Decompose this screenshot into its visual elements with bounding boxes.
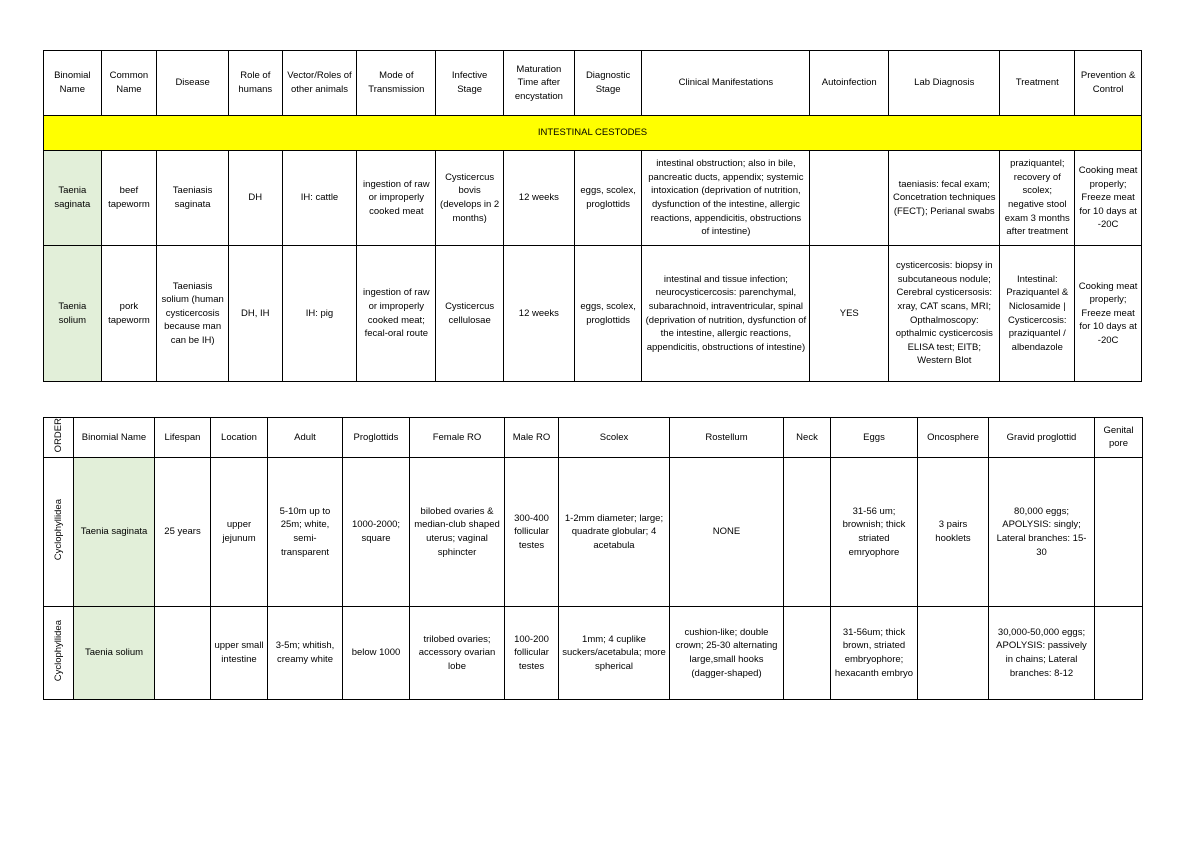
table-cell: Cysticercus cellulosae <box>436 246 504 382</box>
table-cell: Intestinal: Praziquantel & Niclosamide | Cysticercosis: praziquantel / albendazole <box>1000 246 1075 382</box>
header-cell: Lifespan <box>155 418 211 458</box>
table-cell: YES <box>810 246 889 382</box>
order-label: Cyclophyllidea <box>52 619 64 682</box>
header-cell: Binomial Name <box>74 418 155 458</box>
header-cell: Gravid proglottid <box>989 418 1095 458</box>
order-cell <box>44 457 74 606</box>
header-cell: Genital pore <box>1095 418 1143 458</box>
table-cell: cysticercosis: biopsy in subcutaneous nodule; Cerebral cysticersosis: xray, CAT scans, MRI; Opthalmoscopy: opthalmic cysticercosis ELISA test; EITB; Western Blot <box>889 246 1000 382</box>
header-cell: Infective Stage <box>436 51 504 116</box>
header-cell: Lab Diagnosis <box>889 51 1000 116</box>
table-cell: Cooking meat properly; Freeze meat for 10 days at -20C <box>1075 246 1142 382</box>
table-cell: trilobed ovaries; accessory ovarian lobe <box>410 606 505 699</box>
table-cell: 31-56um; thick brown, striated embryophore; hexacanth embryo <box>831 606 918 699</box>
header-cell: Prevention & Control <box>1075 51 1142 116</box>
table-cell: 5-10m up to 25m; white, semi-transparent <box>268 457 343 606</box>
table-row <box>44 606 1143 699</box>
table-cell: 300-400 follicular testes <box>505 457 559 606</box>
binomial-name-cell: Taenia solium <box>74 606 155 699</box>
table-cell <box>155 606 211 699</box>
table-cell <box>918 606 989 699</box>
header-cell: Scolex <box>559 418 670 458</box>
table-cell: 25 years <box>155 457 211 606</box>
table-cell: 12 weeks <box>503 246 574 382</box>
table-cell: intestinal obstruction; also in bile, pancreatic ducts, appendix; systemic intoxication (deprivation of nutrition, dysfunction of the intestine, allergic reactions, appendicitis, obstructions of intestine) <box>642 151 810 246</box>
table-cell: IH: pig <box>282 246 357 382</box>
binomial-name-cell: Taenia saginata <box>44 151 102 246</box>
table-cell: 1000-2000; square <box>343 457 410 606</box>
table-row <box>44 246 1142 382</box>
header-cell: Common Name <box>101 51 157 116</box>
table-cell: beef tapeworm <box>101 151 157 246</box>
table-header-row <box>44 418 1143 458</box>
table-cell <box>810 151 889 246</box>
table-cell: Cysticercus bovis (develops in 2 months) <box>436 151 504 246</box>
header-cell: Diagnostic Stage <box>574 51 642 116</box>
header-cell: Mode of Transmission <box>357 51 436 116</box>
table-cell: 30,000-50,000 eggs; APOLYSIS: passively in chains; Lateral branches: 8-12 <box>989 606 1095 699</box>
table-cell: taeniasis: fecal exam; Concetration techniques (FECT); Perianal swabs <box>889 151 1000 246</box>
table-cell: DH <box>229 151 283 246</box>
table-cell: intestinal and tissue infection; neurocysticercosis: parenchymal, subarachnoid, intraventricular, spinal (deprivation of nutrition, dysfunction of the intestine, allergic reactions, appendicitis, obstructions of intestine) <box>642 246 810 382</box>
table-cell <box>1095 606 1143 699</box>
header-cell: Neck <box>784 418 831 458</box>
table-cell: upper small intestine <box>211 606 268 699</box>
table-cell <box>1095 457 1143 606</box>
table-cell: bilobed ovaries & median-club shaped uterus; vaginal sphincter <box>410 457 505 606</box>
table-row <box>44 151 1142 246</box>
header-cell: Proglottids <box>343 418 410 458</box>
header-cell: Eggs <box>831 418 918 458</box>
table-cell: 12 weeks <box>503 151 574 246</box>
header-cell: Rostellum <box>670 418 784 458</box>
table-cell <box>784 457 831 606</box>
cestode-overview-table <box>43 50 1142 382</box>
table-cell: cushion-like; double crown; 25-30 alternating large,small hooks (dagger-shaped) <box>670 606 784 699</box>
section-title: INTESTINAL CESTODES <box>44 116 1142 151</box>
header-cell: Binomial Name <box>44 51 102 116</box>
order-label: Cyclophyllidea <box>52 498 64 561</box>
table-cell: 3 pairs hooklets <box>918 457 989 606</box>
header-cell-order <box>44 418 74 458</box>
table-cell: pork tapeworm <box>101 246 157 382</box>
binomial-name-cell: Taenia saginata <box>74 457 155 606</box>
header-cell: Clinical Manifestations <box>642 51 810 116</box>
table-cell: ingestion of raw or improperly cooked meat <box>357 151 436 246</box>
order-cell <box>44 606 74 699</box>
table-cell: below 1000 <box>343 606 410 699</box>
table-cell: NONE <box>670 457 784 606</box>
table-cell: 80,000 eggs; APOLYSIS: singly; Lateral branches: 15-30 <box>989 457 1095 606</box>
section-title-row <box>44 116 1142 151</box>
table-cell <box>784 606 831 699</box>
table-cell: upper jejunum <box>211 457 268 606</box>
header-cell: Adult <box>268 418 343 458</box>
table-cell: 1-2mm diameter; large; quadrate globular; 4 acetabula <box>559 457 670 606</box>
table-cell: Taeniasis solium (human cysticercosis because man can be IH) <box>157 246 229 382</box>
header-cell: Oncosphere <box>918 418 989 458</box>
table-cell: praziquantel; recovery of scolex; negative stool exam 3 months after treatment <box>1000 151 1075 246</box>
header-cell: Vector/Roles of other animals <box>282 51 357 116</box>
header-cell: Female RO <box>410 418 505 458</box>
cestode-morphology-table <box>43 417 1143 700</box>
header-cell: Role of humans <box>229 51 283 116</box>
table-header-row <box>44 51 1142 116</box>
header-cell: Disease <box>157 51 229 116</box>
table-row <box>44 457 1143 606</box>
table-cell: ingestion of raw or improperly cooked meat; fecal-oral route <box>357 246 436 382</box>
header-cell: Autoinfection <box>810 51 889 116</box>
table-cell: eggs, scolex, proglottids <box>574 151 642 246</box>
header-cell: Treatment <box>1000 51 1075 116</box>
table-cell: 100-200 follicular testes <box>505 606 559 699</box>
table-cell: Cooking meat properly; Freeze meat for 10 days at -20C <box>1075 151 1142 246</box>
header-cell: Maturation Time after encystation <box>503 51 574 116</box>
header-cell: Male RO <box>505 418 559 458</box>
table-cell: 3-5m; whitish, creamy white <box>268 606 343 699</box>
order-header-label: ORDER <box>52 418 64 453</box>
table-cell: 1mm; 4 cuplike suckers/acetabula; more spherical <box>559 606 670 699</box>
binomial-name-cell: Taenia solium <box>44 246 102 382</box>
table-cell: 31-56 um; brownish; thick striated emryophore <box>831 457 918 606</box>
table-cell: Taeniasis saginata <box>157 151 229 246</box>
table-cell: DH, IH <box>229 246 283 382</box>
table-cell: eggs, scolex, proglottids <box>574 246 642 382</box>
header-cell: Location <box>211 418 268 458</box>
table-cell: IH: cattle <box>282 151 357 246</box>
